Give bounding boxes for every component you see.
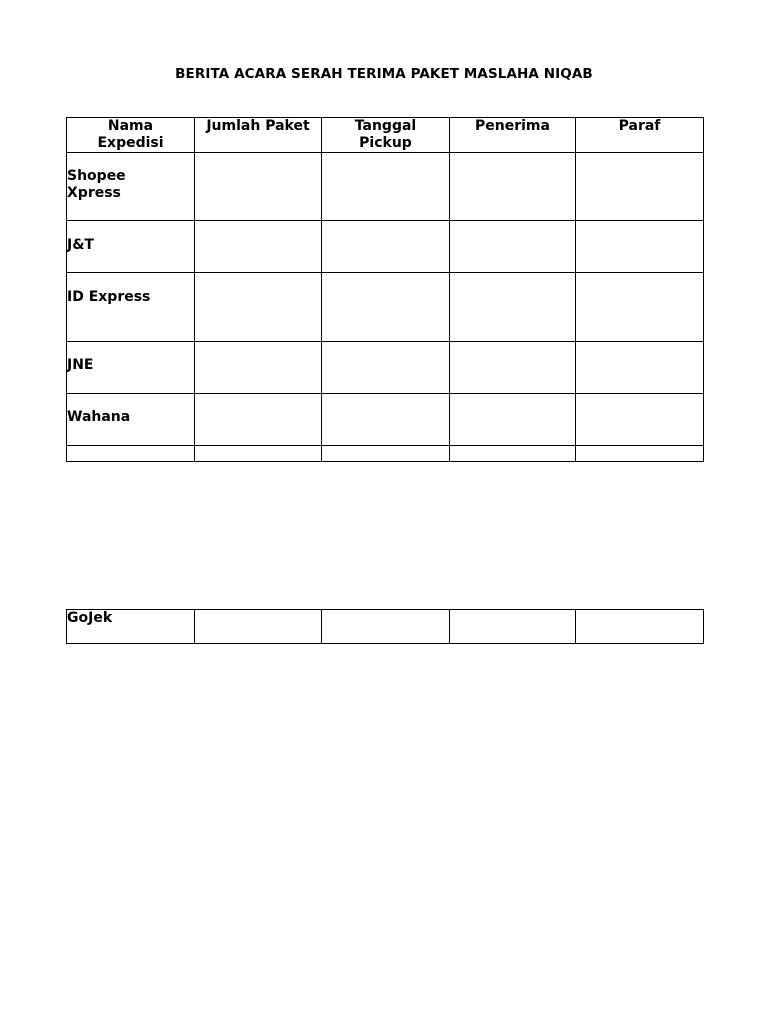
jumlah-paket-cell[interactable] xyxy=(195,221,322,273)
paraf-cell[interactable] xyxy=(576,273,704,342)
penerima-cell[interactable] xyxy=(450,446,576,462)
handover-table xyxy=(66,117,704,462)
paraf-cell[interactable] xyxy=(576,394,704,446)
expedisi-name-cell: Shopee Xpress xyxy=(67,153,195,221)
paraf-cell[interactable] xyxy=(576,153,704,221)
penerima-cell[interactable] xyxy=(450,394,576,446)
expedisi-name-cell: ID Express xyxy=(67,273,195,342)
paraf-cell[interactable] xyxy=(576,446,704,462)
table-row xyxy=(67,342,704,394)
gojek-table xyxy=(66,609,704,644)
jumlah-paket-cell[interactable] xyxy=(195,342,322,394)
tanggal-pickup-cell[interactable] xyxy=(322,446,450,462)
tanggal-pickup-cell[interactable] xyxy=(322,153,450,221)
table-row xyxy=(67,221,704,273)
header-jumlah-paket: Jumlah Paket xyxy=(195,118,322,153)
header-tanggal-pickup: Tanggal Pickup xyxy=(322,118,450,153)
jumlah-paket-cell[interactable] xyxy=(195,610,322,644)
penerima-cell[interactable] xyxy=(450,221,576,273)
jumlah-paket-cell[interactable] xyxy=(195,153,322,221)
table-row xyxy=(67,610,704,644)
penerima-cell[interactable] xyxy=(450,610,576,644)
expedisi-name-cell: GoJek xyxy=(67,610,195,644)
penerima-cell[interactable] xyxy=(450,273,576,342)
header-paraf: Paraf xyxy=(576,118,704,153)
expedisi-name-cell: J&T xyxy=(67,221,195,273)
jumlah-paket-cell[interactable] xyxy=(195,394,322,446)
tanggal-pickup-cell[interactable] xyxy=(322,610,450,644)
table-row xyxy=(67,394,704,446)
paraf-cell[interactable] xyxy=(576,610,704,644)
penerima-cell[interactable] xyxy=(450,342,576,394)
tanggal-pickup-cell[interactable] xyxy=(322,273,450,342)
expedisi-name-cell[interactable] xyxy=(67,446,195,462)
tanggal-pickup-cell[interactable] xyxy=(322,394,450,446)
expedisi-name-cell: Wahana xyxy=(67,394,195,446)
table-row xyxy=(67,153,704,221)
jumlah-paket-cell[interactable] xyxy=(195,446,322,462)
expedisi-name-cell: JNE xyxy=(67,342,195,394)
tanggal-pickup-cell[interactable] xyxy=(322,221,450,273)
header-penerima: Penerima xyxy=(450,118,576,153)
tanggal-pickup-cell[interactable] xyxy=(322,342,450,394)
penerima-cell[interactable] xyxy=(450,153,576,221)
table-row xyxy=(67,273,704,342)
document-title: BERITA ACARA SERAH TERIMA PAKET MASLAHA NIQAB xyxy=(175,66,593,82)
paraf-cell[interactable] xyxy=(576,342,704,394)
header-nama-expedisi: Nama Expedisi xyxy=(67,118,195,153)
table-header-row xyxy=(67,118,704,153)
jumlah-paket-cell[interactable] xyxy=(195,273,322,342)
table-row xyxy=(67,446,704,462)
paraf-cell[interactable] xyxy=(576,221,704,273)
